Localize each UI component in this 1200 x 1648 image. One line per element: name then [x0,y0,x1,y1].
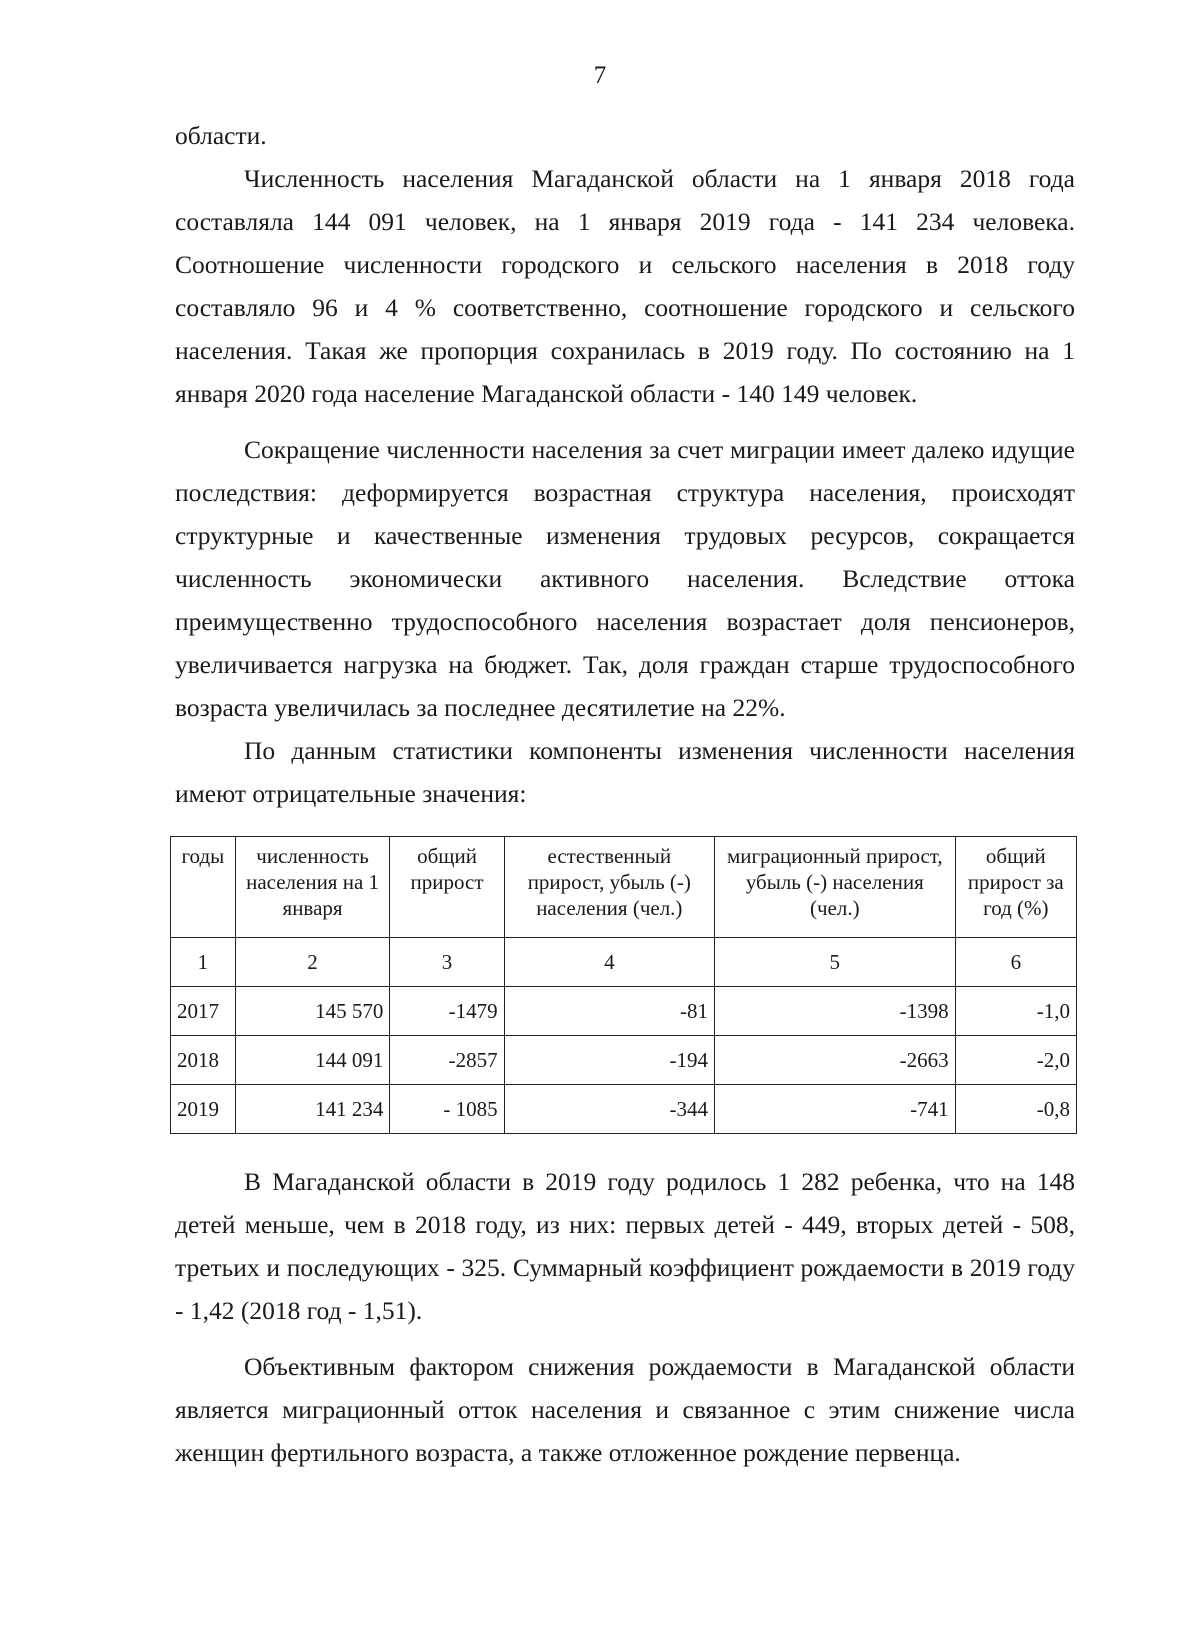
cell-natural-growth: -81 [504,987,714,1036]
cell-migration-growth: -741 [714,1085,955,1134]
header-migration-growth: миграционный прирост, убыль (-) населения (чел.) [714,837,955,938]
column-number: 5 [714,938,955,987]
header-population: численность населения на 1 января [235,837,390,938]
header-years: годы [171,837,236,938]
cell-natural-growth: -194 [504,1036,714,1085]
paragraph-migration: Сокращение численности населения за счет миграции имеет далеко идущие последствия: деформируется возрастная структура населения, происходят структурные и качественные изменения трудовых ресурсов, сокращается численность экономически активного населения. Вследствие оттока преимущественно трудоспособного населения возрастает доля пенсионеров, увеличивается нагрузка на бюджет. Так, доля граждан старше трудоспособного возраста увеличилась за последнее десятилетие на 22%. [175,435,1075,722]
cell-growth-percent: -1,0 [955,987,1076,1036]
table-header-row [171,837,1077,938]
cell-growth-percent: -2,0 [955,1036,1076,1085]
paragraph-births: В Магаданской области в 2019 году родилось 1 282 ребенка, что на 148 детей меньше, чем в 2018 году, из них: первых детей - 449, вторых детей - 508, третьих и последующих - 325. Суммарный коэффициент рождаемости в 2019 году - 1,42 (2018 год - 1,51). [175,1167,1075,1325]
table-row [171,1036,1077,1085]
column-number: 1 [171,938,236,987]
table-row [171,1085,1077,1134]
column-number: 2 [235,938,390,987]
page-number: 7 [593,62,607,89]
cell-total-growth: -2857 [390,1036,504,1085]
cell-year: 2019 [171,1085,236,1134]
document-body-bottom [175,1160,1075,1474]
cell-year: 2017 [171,987,236,1036]
table-row [171,987,1077,1036]
column-number: 6 [955,938,1076,987]
paragraph-birth-decline: Объективным фактором снижения рождаемости в Магаданской области является миграционный отток населения и связанное с этим снижение числа женщин фертильного возраста, а также отложенное рождение первенца. [175,1352,1075,1467]
cell-natural-growth: -344 [504,1085,714,1134]
column-number: 4 [504,938,714,987]
cell-migration-growth: -1398 [714,987,955,1036]
cell-migration-growth: -2663 [714,1036,955,1085]
cell-total-growth: - 1085 [390,1085,504,1134]
cell-year: 2018 [171,1036,236,1085]
document-body-top [175,114,1075,815]
cell-population: 144 091 [235,1036,390,1085]
header-growth-percent: общий прирост за год (%) [955,837,1076,938]
paragraph-population: Численность населения Магаданской области на 1 января 2018 года составляла 144 091 человек, на 1 января 2019 года - 141 234 человека. Соотношение численности городского и сельского населения в 2018 году составляло 96 и 4 % соответственно, соотношение городского и сельского населения. Такая же пропорция сохранилась в 2019 году. По состоянию на 1 января 2020 года население Магаданской области - 140 149 человек. [175,164,1075,408]
cell-population: 145 570 [235,987,390,1036]
paragraph-table-intro: По данным статистики компоненты изменения численности населения имеют отрицательные значения: [175,736,1075,808]
header-total-growth: общий прирост [390,837,504,938]
population-table [170,836,1077,1134]
table-column-numbers-row [171,938,1077,987]
cell-growth-percent: -0,8 [955,1085,1076,1134]
paragraph-continuation: области. [175,121,267,150]
cell-population: 141 234 [235,1085,390,1134]
header-natural-growth: естественный прирост, убыль (-) населения (чел.) [504,837,714,938]
cell-total-growth: -1479 [390,987,504,1036]
column-number: 3 [390,938,504,987]
